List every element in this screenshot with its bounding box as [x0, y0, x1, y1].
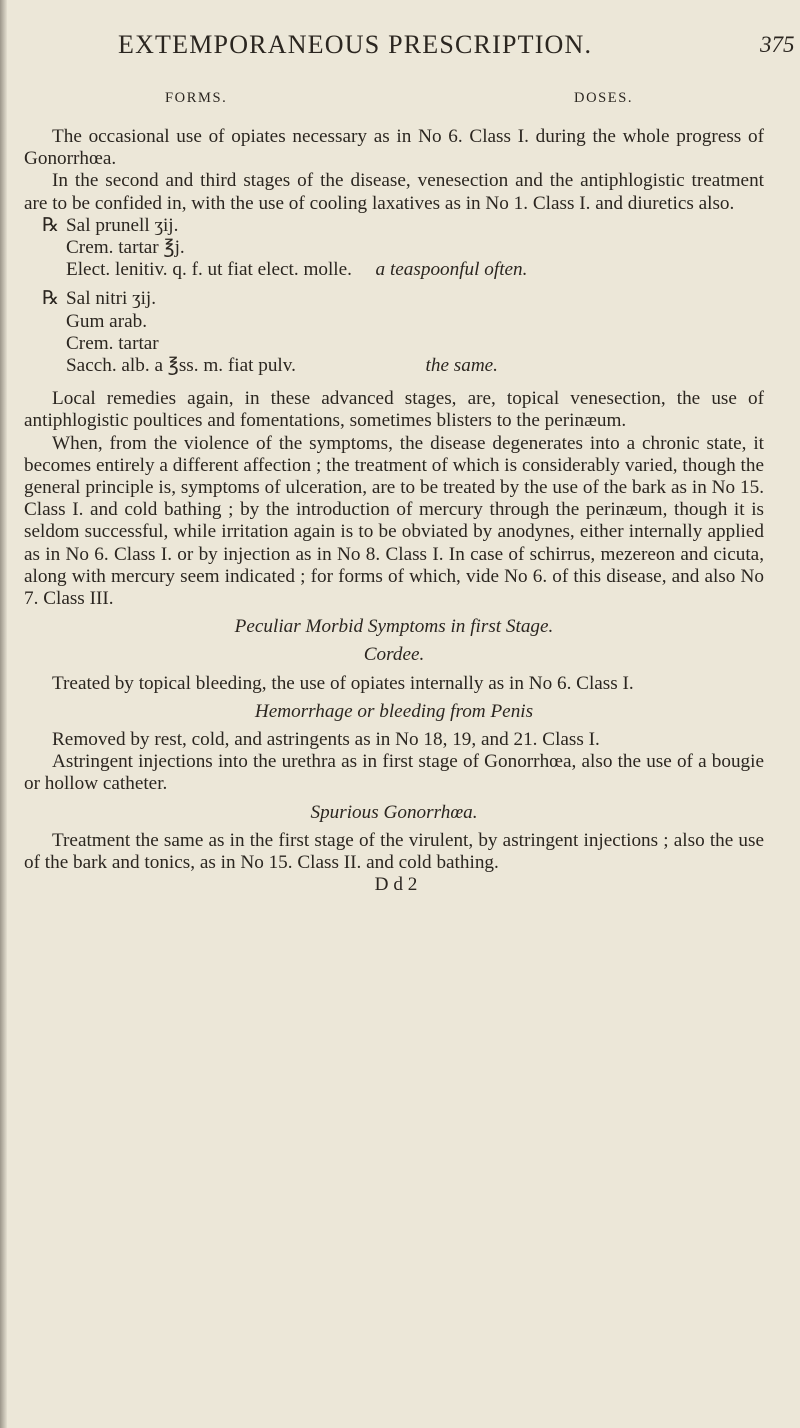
prescription-line: Sal nitri ʒij.	[66, 288, 157, 310]
prescription-ingredient: Sacch. alb. a ℥ss. m. fiat pulv.	[66, 355, 296, 377]
page-gutter-edge	[0, 0, 7, 1428]
prescription-line: Crem. tartar ℥j.	[66, 237, 185, 259]
page-number: 375	[760, 32, 795, 57]
recipe-symbol: ℞	[42, 214, 60, 236]
prescription-line	[66, 355, 764, 377]
paragraph-hemorrhage-treatment: Removed by rest, cold, and astringents as in No 18, 19, and 21. Class I.	[52, 729, 600, 751]
prescription-electuary	[24, 215, 764, 282]
doses-column-header: DOSES.	[574, 90, 634, 106]
prescription-line	[66, 259, 764, 281]
column-headers	[0, 90, 800, 116]
signature-mark: D d 2	[374, 874, 418, 896]
prescription-ingredient: Elect. lenitiv. q. f. ut fiat elect. molle.	[66, 259, 352, 281]
section-heading-peculiar-symptoms: Peculiar Morbid Symptoms in first Stage.	[234, 616, 554, 638]
recipe-symbol: ℞	[42, 288, 60, 310]
prescription-line: Sal prunell ʒij.	[66, 214, 179, 236]
section-heading-spurious-gonorrhoea: Spurious Gonorrhœa.	[310, 801, 478, 823]
paragraph-cordee-treatment: Treated by topical bleeding, the use of opiates internally as in No 6. Class I.	[52, 672, 634, 694]
running-head-title: EXTEMPORANEOUS PRESCRIPTION.	[118, 30, 593, 59]
paragraph-spurious-treatment: Treatment the same as in the first stage of the virulent, by astringent injections ; also the use of the bark and tonics, as in No 15. Class II. and cold bathing.	[24, 829, 764, 874]
prescription-line: Gum arab.	[66, 310, 147, 332]
page-body	[24, 126, 764, 897]
paragraph-local-remedies: Local remedies again, in these advanced stages, are, topical venesection, the use of antiphlogistic poultices and fomentations, sometimes blisters to the perinæum.	[24, 388, 764, 432]
paragraph-second-third-stages: In the second and third stages of the disease, venesection and the antiphlogistic treatment are to be confided in, with the use of cooling laxatives as in No 1. Class I. and diuretics also.	[24, 170, 764, 214]
paragraph-opiates: The occasional use of opiates necessary as in No 6. Class I. during the whole progress of Gonorrhœa.	[24, 126, 764, 170]
prescription-dose: a teaspoonful often.	[375, 259, 528, 281]
paragraph-astringent-injections: Astringent injections into the urethra as in first stage of Gonorrhœa, also the use of a bougie or hollow catheter.	[24, 751, 764, 795]
running-head	[118, 8, 795, 78]
section-heading-hemorrhage: Hemorrhage or bleeding from Penis	[254, 700, 534, 722]
section-heading-cordee: Cordee.	[363, 644, 425, 666]
prescription-line: Crem. tartar	[66, 332, 159, 354]
forms-column-header: FORMS.	[165, 90, 228, 106]
prescription-powder	[24, 288, 764, 377]
paragraph-chronic-state: When, from the violence of the symptoms, the disease degenerates into a chronic state, it becomes entirely a different affection ; the treatment of which is considerably varied, though the general principle is, symptoms of ulceration, are to be treated by the use of the bark as in No 15. Class I. and cold bathing ; by the introduction of mercury through the perinæum, though it is seldom successful, while irritation again is to be obviated by anodynes, either internally applied as in No 6. Class I. or by injection as in No 8. Class I. In case of schirrus, mezereon and cicuta, along with mercury seem indicated ; for forms of which, vide No 6. of this disease, and also No 7. Class III.	[24, 432, 764, 610]
prescription-dose: the same.	[425, 355, 498, 377]
